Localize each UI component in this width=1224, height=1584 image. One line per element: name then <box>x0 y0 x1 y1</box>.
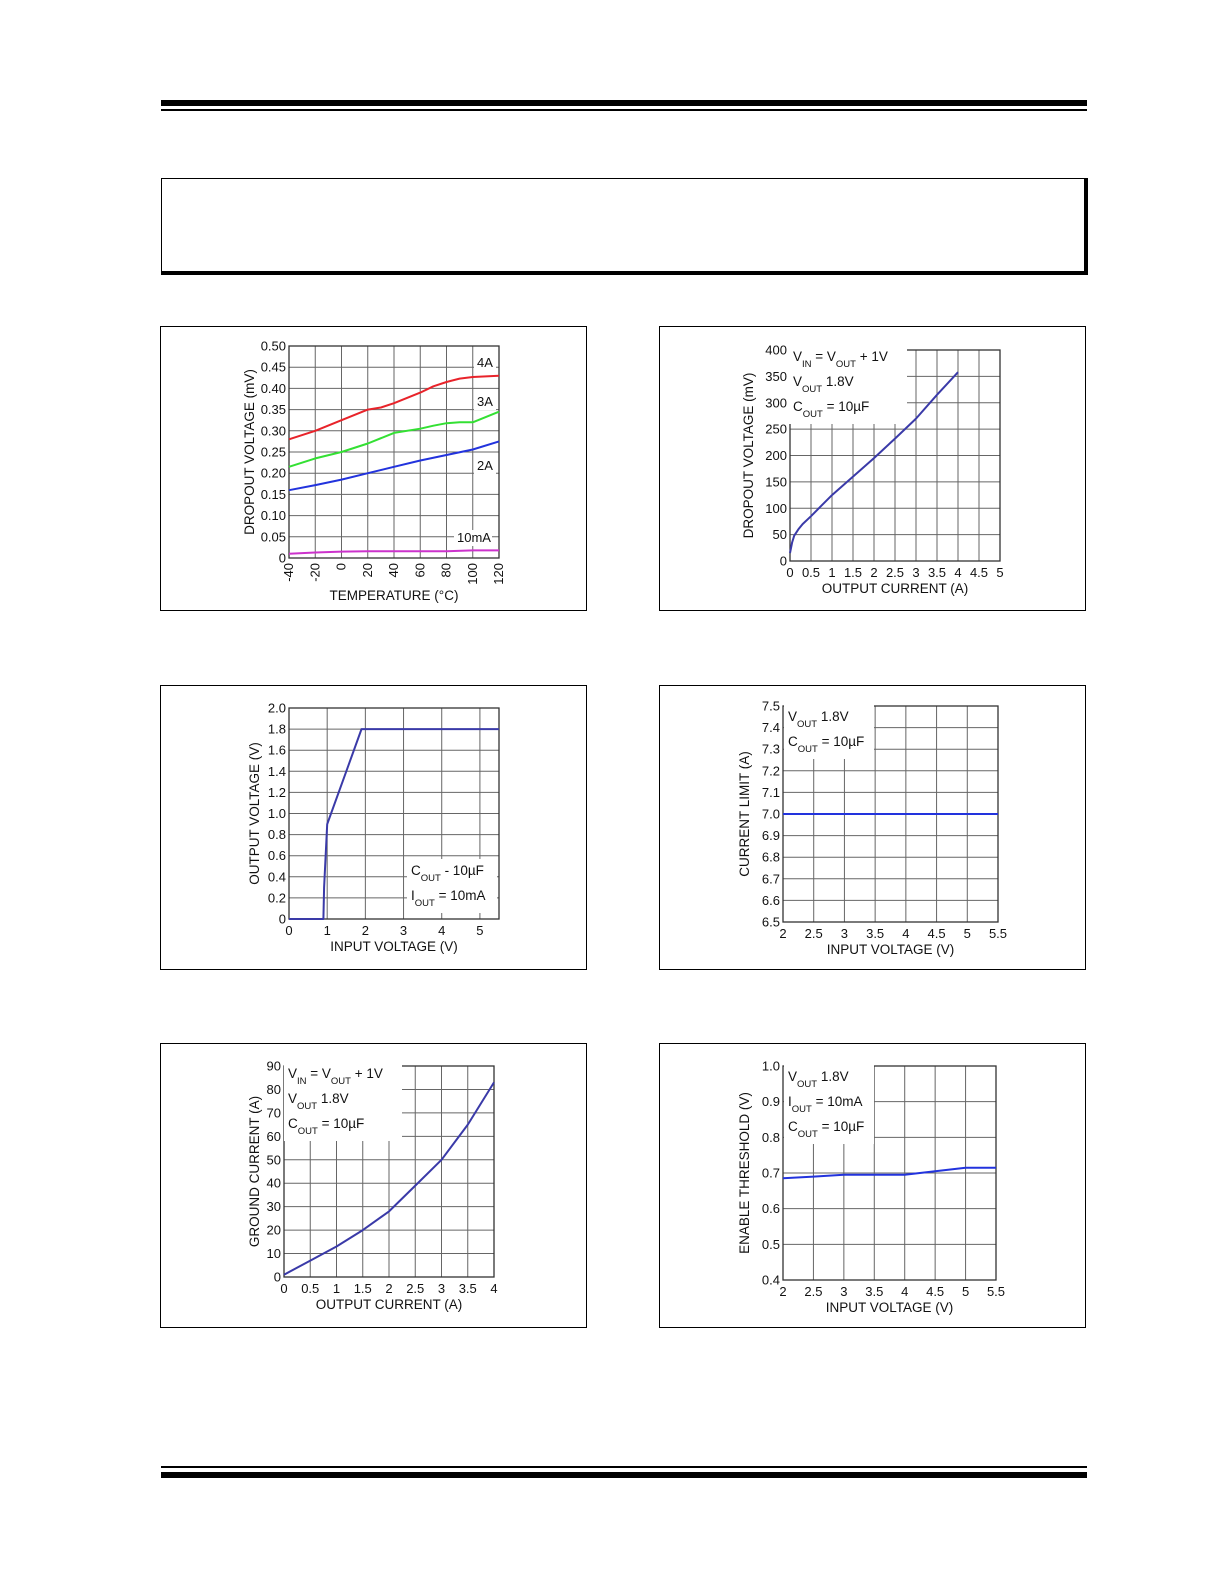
x-tick-label: 40 <box>386 563 401 578</box>
x-tick-label: 0 <box>333 563 349 571</box>
annotation-text: $I_{OUT} = 10mA$ <box>788 1094 863 1115</box>
y-tick-label: 50 <box>772 527 787 543</box>
series-label: 4A <box>477 355 493 370</box>
y-tick-label: 7.0 <box>761 806 780 822</box>
x-tick-label: 4 <box>901 1284 909 1299</box>
x-tick-label: 0.5 <box>301 1281 320 1296</box>
y-tick-label: 0 <box>273 1269 281 1285</box>
y-tick-label: 300 <box>765 395 787 411</box>
y-tick-label: 10 <box>266 1246 281 1262</box>
x-tick-label: 100 <box>464 563 480 585</box>
x-tick-label: 3.5 <box>927 565 947 580</box>
x-tick-label: 4 <box>954 565 962 580</box>
x-tick-label: 5 <box>963 926 971 941</box>
x-tick-label: 1.5 <box>353 1281 372 1296</box>
figure-caption-box <box>161 178 1088 275</box>
y-tick-label: 0.5 <box>761 1236 780 1252</box>
y-tick-label: 250 <box>765 421 787 437</box>
y-tick-label: 0.7 <box>761 1165 780 1181</box>
annotation-text: $C_{OUT} = 10\mu F$ <box>788 1119 865 1140</box>
x-tick-label: 2 <box>779 1284 787 1299</box>
y-tick-label: 60 <box>266 1128 281 1144</box>
y-tick-label: 100 <box>765 500 787 516</box>
ground-current-vs-output-current-chart <box>161 1044 586 1327</box>
x-tick-label: 5.5 <box>986 1284 1006 1299</box>
y-axis-title: OUTPUT VOLTAGE (V) <box>247 742 262 885</box>
x-tick-label: 4.5 <box>927 926 946 941</box>
annotation-text: $C_{OUT} = 10\mu F$ <box>288 1116 365 1137</box>
x-axis-title: OUTPUT CURRENT (A) <box>315 1297 463 1312</box>
y-tick-label: 1.0 <box>267 806 286 821</box>
y-tick-label: 7.1 <box>761 784 780 800</box>
x-tick-label: 4 <box>490 1281 498 1296</box>
annotation-text: $I_{OUT} = 10mA$ <box>411 888 486 909</box>
y-tick-label: 0 <box>278 550 286 566</box>
y-tick-label: 0.05 <box>260 529 286 545</box>
x-tick-label: 2.5 <box>885 565 905 580</box>
x-tick-label: 0 <box>786 565 794 580</box>
y-tick-label: 0.15 <box>260 486 286 502</box>
x-tick-label: 2 <box>385 1281 393 1296</box>
x-tick-label: 1 <box>332 1281 341 1296</box>
y-axis-title: GROUND CURRENT (A) <box>247 1095 262 1248</box>
x-tick-label: 1 <box>323 923 331 938</box>
y-tick-label: 400 <box>765 342 787 358</box>
y-tick-label: 0.20 <box>260 465 286 481</box>
y-tick-label: 150 <box>765 474 787 490</box>
y-tick-label: 7.3 <box>761 741 780 757</box>
annotation-text: $V_{OUT}$ 1.8V <box>288 1091 349 1112</box>
x-tick-label: -20 <box>307 563 323 582</box>
y-tick-label: 0.10 <box>260 508 286 524</box>
y-tick-label: 20 <box>266 1222 281 1238</box>
y-tick-label: 0.6 <box>761 1201 780 1217</box>
x-tick-label: 3.5 <box>865 1284 884 1299</box>
dropout-vs-output-current-chart <box>660 327 1085 610</box>
output-vs-input-voltage-chart <box>161 686 586 969</box>
y-axis-title: DROPOUT VOLTAGE (mV) <box>741 372 756 539</box>
x-tick-label: 3 <box>399 923 408 938</box>
y-tick-label: 6.8 <box>761 849 780 865</box>
y-tick-label: 1.6 <box>267 742 286 758</box>
x-tick-label: 4.5 <box>926 1284 945 1299</box>
annotation-text: $V_{OUT}$ 1.8V <box>788 1069 849 1090</box>
annotation-text: $C_{OUT} = 10\mu F$ <box>788 734 865 755</box>
y-tick-label: 0 <box>278 911 286 927</box>
y-tick-label: 6.9 <box>761 828 780 844</box>
bottom-rule-thin <box>161 1466 1087 1468</box>
top-rule-thin <box>161 109 1087 111</box>
annotation-text: $V_{OUT}$ 1.8V <box>788 709 849 730</box>
enable-threshold-vs-input-voltage-chart <box>660 1044 1085 1327</box>
x-tick-label: 80 <box>438 563 454 578</box>
y-tick-label: 40 <box>266 1175 281 1191</box>
x-tick-label: 3 <box>840 1284 848 1299</box>
chart-panel-5 <box>160 1043 587 1328</box>
x-tick-label: 2.5 <box>406 1281 425 1296</box>
x-tick-label: 1 <box>828 565 836 580</box>
y-tick-label: 0.8 <box>761 1129 780 1145</box>
x-tick-label: 0 <box>285 923 293 938</box>
x-tick-label: 0.5 <box>801 565 821 580</box>
y-tick-label: 0.40 <box>260 380 286 396</box>
x-tick-label: 1.5 <box>843 565 863 580</box>
y-tick-label: 50 <box>266 1152 281 1168</box>
series-label: 10mA <box>457 530 491 545</box>
x-tick-label: 5.5 <box>988 926 1008 941</box>
x-tick-label: 3 <box>912 565 920 580</box>
y-tick-label: 0.8 <box>267 827 286 843</box>
y-tick-label: 1.0 <box>761 1058 780 1074</box>
x-tick-label: 5 <box>476 923 484 938</box>
x-tick-label: 60 <box>412 563 428 578</box>
y-tick-label: 6.7 <box>761 871 780 887</box>
y-tick-label: 0.45 <box>260 359 286 375</box>
x-tick-label: 5 <box>961 1284 970 1299</box>
y-tick-label: 350 <box>765 368 787 384</box>
chart-panel-2 <box>659 326 1086 611</box>
x-tick-label: 2 <box>361 923 369 938</box>
y-tick-label: 0.9 <box>761 1094 780 1110</box>
y-tick-label: 7.5 <box>761 698 780 714</box>
x-axis-title: INPUT VOLTAGE (V) <box>826 942 955 957</box>
series-label: 3A <box>477 394 493 409</box>
y-tick-label: 2.0 <box>267 700 286 716</box>
x-tick-label: 3 <box>437 1281 446 1296</box>
y-tick-label: 6.5 <box>761 914 780 930</box>
y-tick-label: 30 <box>266 1199 281 1215</box>
dropout-vs-temperature-chart <box>161 327 586 610</box>
y-tick-label: 0.50 <box>260 338 286 354</box>
y-tick-label: 90 <box>266 1058 281 1074</box>
x-tick-label: 3.5 <box>866 926 885 941</box>
y-tick-label: 0.4 <box>267 869 286 885</box>
annotation-text: $V_{IN} = V_{OUT} + 1V$ <box>288 1066 383 1087</box>
y-tick-label: 80 <box>266 1081 281 1097</box>
x-tick-label: 20 <box>359 563 375 578</box>
y-tick-label: 1.4 <box>267 763 286 779</box>
x-tick-label: 2 <box>870 565 878 580</box>
current-limit-vs-input-voltage-chart <box>660 686 1085 969</box>
x-axis-title: OUTPUT CURRENT (A) <box>821 581 969 596</box>
y-tick-label: 0.30 <box>260 423 286 439</box>
y-tick-label: 0.6 <box>267 848 286 864</box>
y-tick-label: 0.35 <box>260 402 286 418</box>
y-tick-label: 1.8 <box>267 721 286 737</box>
chart-panel-6 <box>659 1043 1086 1328</box>
y-tick-label: 200 <box>765 448 787 463</box>
x-tick-label: 120 <box>491 563 506 585</box>
x-tick-label: 5 <box>996 565 1004 580</box>
x-tick-label: -40 <box>281 563 296 582</box>
x-axis-title: INPUT VOLTAGE (V) <box>825 1300 954 1315</box>
chart-panel-1 <box>160 326 587 611</box>
chart-panel-4 <box>659 685 1086 970</box>
y-tick-label: 0.4 <box>761 1272 780 1288</box>
x-tick-label: 2.5 <box>804 926 823 941</box>
y-tick-label: 6.6 <box>761 892 780 908</box>
y-axis-title: ENABLE THRESHOLD (V) <box>737 1092 752 1254</box>
y-axis-title: DROPOUT VOLTAGE (mV) <box>242 369 257 535</box>
y-tick-label: 7.4 <box>761 720 780 736</box>
y-tick-label: 0.25 <box>260 444 286 460</box>
x-axis-title: INPUT VOLTAGE (V) <box>330 939 458 954</box>
annotation-text: $V_{OUT}$ 1.8V <box>793 374 854 395</box>
bottom-rule-thick <box>161 1472 1087 1478</box>
y-tick-label: 70 <box>266 1105 281 1121</box>
chart-panel-3 <box>160 685 587 970</box>
x-tick-label: 3 <box>840 926 849 941</box>
x-tick-label: 4 <box>902 926 910 941</box>
x-tick-label: 3.5 <box>458 1281 477 1296</box>
x-tick-label: 2 <box>779 926 787 941</box>
y-tick-label: 0 <box>779 553 787 569</box>
x-axis-title: TEMPERATURE (°C) <box>329 588 459 603</box>
x-tick-label: 0 <box>280 1281 288 1296</box>
y-tick-label: 0.2 <box>267 890 286 906</box>
x-tick-label: 2.5 <box>804 1284 823 1299</box>
annotation-text: $V_{IN} = V_{OUT} + 1V$ <box>793 349 888 370</box>
y-tick-label: 1.2 <box>267 784 286 800</box>
top-rule-thick <box>161 100 1087 106</box>
x-tick-label: 4.5 <box>969 565 989 580</box>
annotation-text: $C_{OUT} = 10\mu F$ <box>793 399 870 420</box>
annotation-text: $C_{OUT} - 10\mu F$ <box>411 863 484 884</box>
x-tick-label: 4 <box>438 923 446 938</box>
y-axis-title: CURRENT LIMIT (A) <box>737 751 752 877</box>
y-tick-label: 7.2 <box>761 763 780 779</box>
series-label: 2A <box>477 458 493 473</box>
